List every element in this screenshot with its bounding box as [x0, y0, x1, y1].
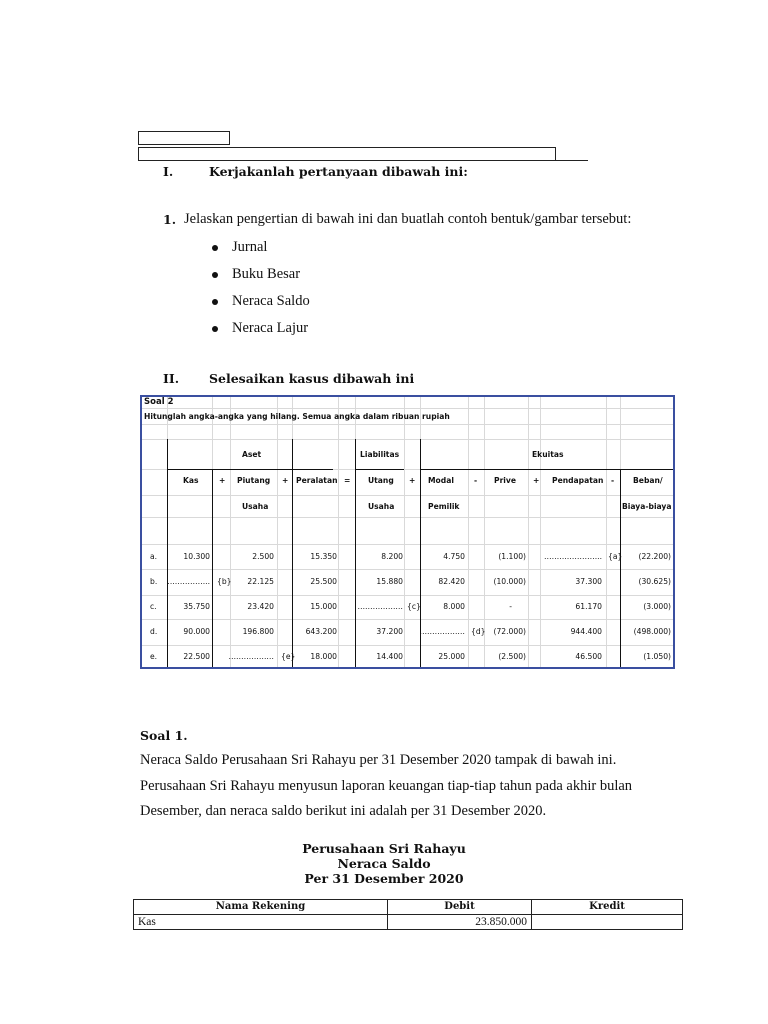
- header-peralatan: Peralatan: [296, 476, 338, 485]
- cell-piutang: 196.800: [242, 627, 274, 636]
- kredit-value: [532, 915, 683, 930]
- cell-utang: ………………: [357, 602, 403, 611]
- header-plus: +: [282, 476, 289, 485]
- subheader-pemilik: Pemilik: [428, 502, 460, 511]
- cell-modal: ………………: [419, 627, 465, 636]
- cell-kas: 22.500: [183, 652, 210, 661]
- trial-balance-table: [133, 899, 683, 930]
- row-label: e.: [150, 652, 158, 661]
- cell-piutang: 23.420: [247, 602, 274, 611]
- info-field-box: [138, 147, 556, 161]
- row-label: a.: [150, 552, 158, 561]
- cell-prive: (2.500): [498, 652, 526, 661]
- bullet-item: Neraca Lajur: [232, 320, 309, 336]
- cell-prive: (10.000): [493, 577, 526, 586]
- header-minus: -: [474, 476, 478, 485]
- cell-piutang: 22.125: [247, 577, 274, 586]
- bullet-icon: [212, 299, 218, 305]
- subheader-usaha: Usaha: [242, 502, 269, 511]
- row-label: d.: [150, 627, 158, 636]
- header-kas: Kas: [183, 476, 199, 485]
- cell-pendapatan: 37.300: [575, 577, 602, 586]
- header-prive: Prive: [494, 476, 517, 485]
- col-header-kredit: Kredit: [532, 900, 683, 915]
- section-2-title: Selesaikan kasus dibawah ini: [209, 371, 415, 386]
- cell-utang: 37.200: [376, 627, 403, 636]
- group-aset: Aset: [242, 450, 262, 459]
- sheet-subtitle: Hitunglah angka-angka yang hilang. Semua angka dalam ribuan rupiah: [144, 412, 450, 421]
- header-utang: Utang: [368, 476, 394, 485]
- section-1-number: I.: [163, 164, 174, 179]
- header-beban: Beban/: [633, 476, 663, 485]
- header-minus: -: [611, 476, 615, 485]
- header-modal: Modal: [428, 476, 454, 485]
- soal-1-line: Neraca Saldo Perusahaan Sri Rahayu per 31 Desember 2020 tampak di bawah ini.: [140, 752, 617, 768]
- cell-kas-tag: {b}: [217, 577, 232, 586]
- report-name: Neraca Saldo: [337, 856, 431, 871]
- cell-utang: 8.200: [381, 552, 403, 561]
- col-header-debit: Debit: [388, 900, 532, 915]
- soal-1-line: Perusahaan Sri Rahayu menyusun laporan keuangan tiap-tiap tahun pada akhir bulan: [140, 778, 633, 794]
- account-name: Kas: [134, 915, 388, 930]
- header-plus: +: [409, 476, 416, 485]
- underline: [138, 160, 588, 161]
- cell-peralatan: 643.200: [305, 627, 337, 636]
- cell-peralatan: 18.000: [310, 652, 337, 661]
- cell-prive: (1.100): [498, 552, 526, 561]
- cell-prive: (72.000): [493, 627, 526, 636]
- bullet-item: Buku Besar: [232, 266, 301, 282]
- section-1-title: Kerjakanlah pertanyaan dibawah ini:: [209, 164, 468, 179]
- group-ekuitas: Ekuitas: [532, 450, 564, 459]
- col-header-nama-rekening: Nama Rekening: [134, 900, 388, 915]
- cell-kas: 35.750: [183, 602, 210, 611]
- spreadsheet-soal-2: [140, 395, 675, 669]
- cell-beban: (1.050): [643, 652, 671, 661]
- subheader-usaha: Usaha: [368, 502, 395, 511]
- soal-1-line: Desember, dan neraca saldo berikut ini adalah per 31 Desember 2020.: [140, 803, 547, 819]
- subheader-biaya: Biaya-biaya: [622, 502, 672, 511]
- question-1-number: 1.: [163, 212, 177, 227]
- cell-pendapatan-tag: {a}: [608, 552, 623, 561]
- bullet-icon: [212, 272, 218, 278]
- sheet-title: Soal 2: [144, 397, 174, 407]
- cell-pendapatan: 944.400: [570, 627, 602, 636]
- cell-peralatan: 15.350: [310, 552, 337, 561]
- cell-kas: ……………..: [167, 577, 210, 586]
- debit-value: 23.850.000: [388, 915, 532, 930]
- name-field-box: [138, 131, 230, 145]
- row-label: b.: [150, 577, 158, 586]
- company-name: Perusahaan Sri Rahayu: [302, 841, 466, 856]
- cell-pendapatan: 46.500: [575, 652, 602, 661]
- cell-utang-tag: {c}: [407, 602, 421, 611]
- cell-pendapatan: 61.170: [575, 602, 602, 611]
- cell-utang: 14.400: [376, 652, 403, 661]
- bullet-item: Jurnal: [232, 239, 268, 255]
- bullet-icon: [212, 245, 218, 251]
- cell-utang: 15.880: [376, 577, 403, 586]
- report-date: Per 31 Desember 2020: [304, 871, 464, 886]
- cell-peralatan: 15.000: [310, 602, 337, 611]
- table-row: [134, 915, 683, 930]
- cell-modal: 25.000: [438, 652, 465, 661]
- section-2-number: II.: [163, 371, 180, 386]
- cell-beban: (30.625): [638, 577, 671, 586]
- cell-prive: -: [509, 602, 512, 611]
- header-plus: +: [533, 476, 540, 485]
- group-liabilitas: Liabilitas: [360, 450, 400, 459]
- cell-piutang: 2.500: [252, 552, 274, 561]
- cell-peralatan: 25.500: [310, 577, 337, 586]
- header-piutang: Piutang: [237, 476, 271, 485]
- cell-piutang-tag: {e}: [281, 652, 296, 661]
- bullet-icon: [212, 326, 218, 332]
- cell-kas: 90.000: [183, 627, 210, 636]
- row-label: c.: [150, 602, 157, 611]
- header-pendapatan: Pendapatan: [552, 476, 604, 485]
- cell-beban: (22.200): [638, 552, 671, 561]
- soal-1-title: Soal 1.: [140, 728, 188, 743]
- cell-modal: 82.420: [438, 577, 465, 586]
- cell-pendapatan: …………………..: [544, 552, 602, 561]
- header-plus: +: [219, 476, 226, 485]
- cell-piutang: ………………: [228, 652, 274, 661]
- cell-beban: (498.000): [633, 627, 671, 636]
- cell-beban: (3.000): [643, 602, 671, 611]
- cell-modal: 8.000: [443, 602, 465, 611]
- cell-kas: 10.300: [183, 552, 210, 561]
- cell-modal: 4.750: [443, 552, 465, 561]
- header-equals: =: [344, 476, 351, 485]
- cell-modal-tag: {d}: [471, 627, 486, 636]
- question-1-text: Jelaskan pengertian di bawah ini dan buatlah contoh bentuk/gambar tersebut:: [184, 211, 632, 227]
- bullet-item: Neraca Saldo: [232, 293, 310, 309]
